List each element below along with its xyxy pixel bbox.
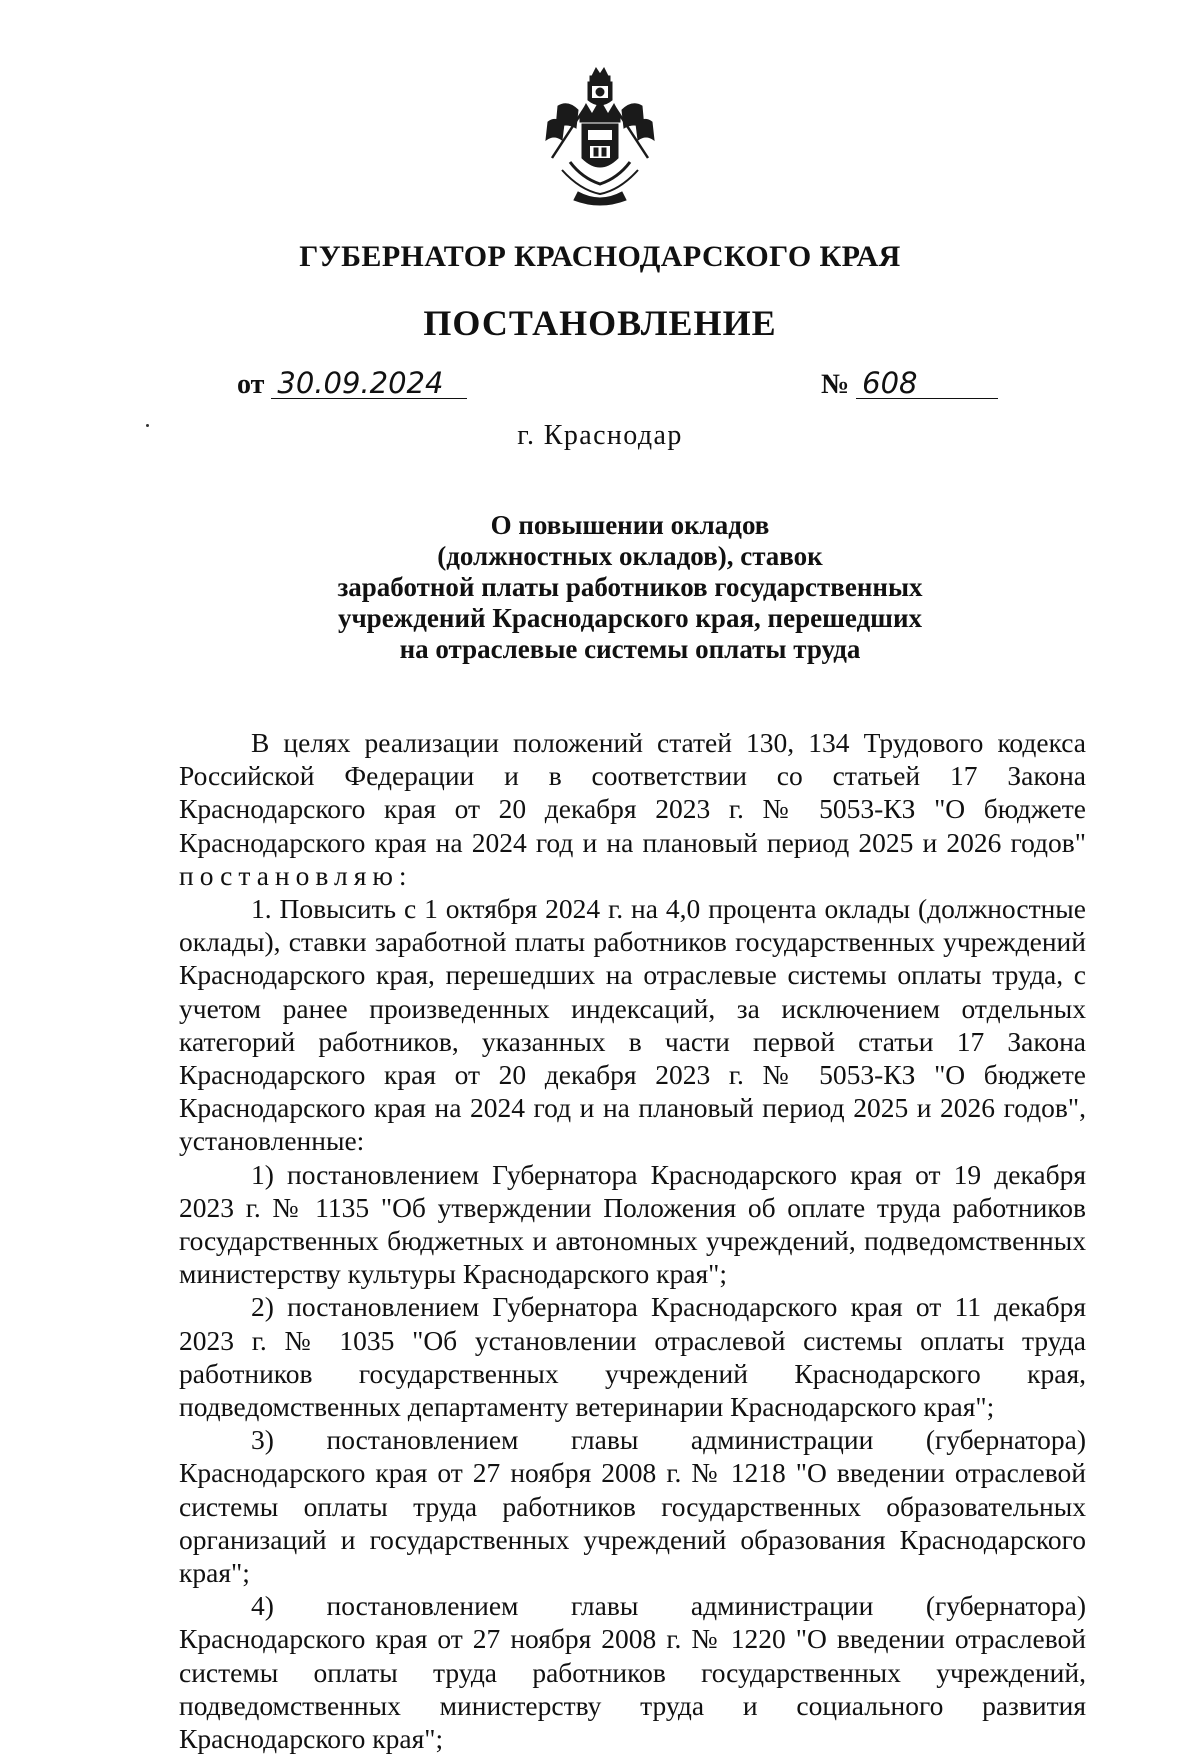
intro-text: В целях реализации положений статей 130, 134 Трудового кодекса Российской Федерации и в соответствии со статьей 17 Закона Краснодарского края от 20 декабря 2023 г. № 5053-КЗ "О бюджете Краснодарского края на 2024 год и на плановый период 2025 и 2026 годов"	[179, 727, 1086, 858]
date-value: 30.09.2024	[271, 368, 467, 399]
document-title	[300, 510, 960, 665]
date-label: от	[237, 369, 265, 400]
document-body	[179, 726, 1086, 1755]
title-line: (должностных окладов), ставок	[437, 541, 823, 571]
issuing-authority: ГУБЕРНАТОР КРАСНОДАРСКОГО КРАЯ	[299, 240, 901, 273]
coat-of-arms-emblem	[542, 66, 658, 206]
list-item-2: 2) постановлением Губернатора Краснодарского края от 11 декабря 2023 г. № 1035 "Об установлении отраслевой системы оплаты труда работников государственных учреждений Краснодарского края, подведомственных департаменту ветеринарии Краснодарского края";	[179, 1291, 1086, 1423]
title-line: О повышении окладов	[490, 510, 770, 540]
title-line: заработной платы работников государственных	[337, 572, 923, 602]
number-value: 608	[856, 368, 998, 399]
number-line	[821, 368, 998, 401]
date-line	[237, 368, 467, 401]
resolve-word: постановляю:	[179, 859, 413, 891]
title-line: учреждений Краснодарского края, перешедших	[337, 603, 923, 633]
list-item-4: 4) постановлением главы администрации (губернатора) Краснодарского края от 27 ноября 2008 г. № 1220 "О введении отраслевой системы оплаты труда работников государственных учреждений, подведомственных министерству труда и социального развития Краснодарского края";	[179, 1590, 1086, 1755]
list-item-3: 3) постановлением главы администрации (губернатора) Краснодарского края от 27 ноября 2008 г. № 1218 "О введении отраслевой системы оплаты труда работников государственных образовательных организаций и государственных учреждений образования Краснодарского края";	[179, 1424, 1086, 1589]
city: г. Краснодар	[517, 420, 683, 451]
paragraph-1: 1. Повысить с 1 октября 2024 г. на 4,0 процента оклады (должностные оклады), ставки заработной платы работников государственных учреждений Краснодарского края, перешедших на отраслевые системы оплаты труда, с учетом ранее произведенных индексаций, за исключением отдельных категорий работников, указанных в части первой статьи 17 Закона Краснодарского края от 20 декабря 2023 г. № 5053-КЗ "О бюджете Краснодарского края на 2024 год и на плановый период 2025 и 2026 годов", установленные:	[179, 893, 1086, 1157]
document-type: ПОСТАНОВЛЕНИЕ	[423, 303, 777, 343]
list-item-1: 1) постановлением Губернатора Краснодарского края от 19 декабря 2023 г. № 1135 "Об утверждении Положения об оплате труда работников государственных бюджетных и автономных учреждений, подведомственных министерству культуры Краснодарского края";	[179, 1158, 1086, 1290]
title-line: на отраслевые системы оплаты труда	[399, 634, 861, 664]
intro-paragraph	[179, 726, 1086, 892]
number-label: №	[821, 369, 850, 400]
